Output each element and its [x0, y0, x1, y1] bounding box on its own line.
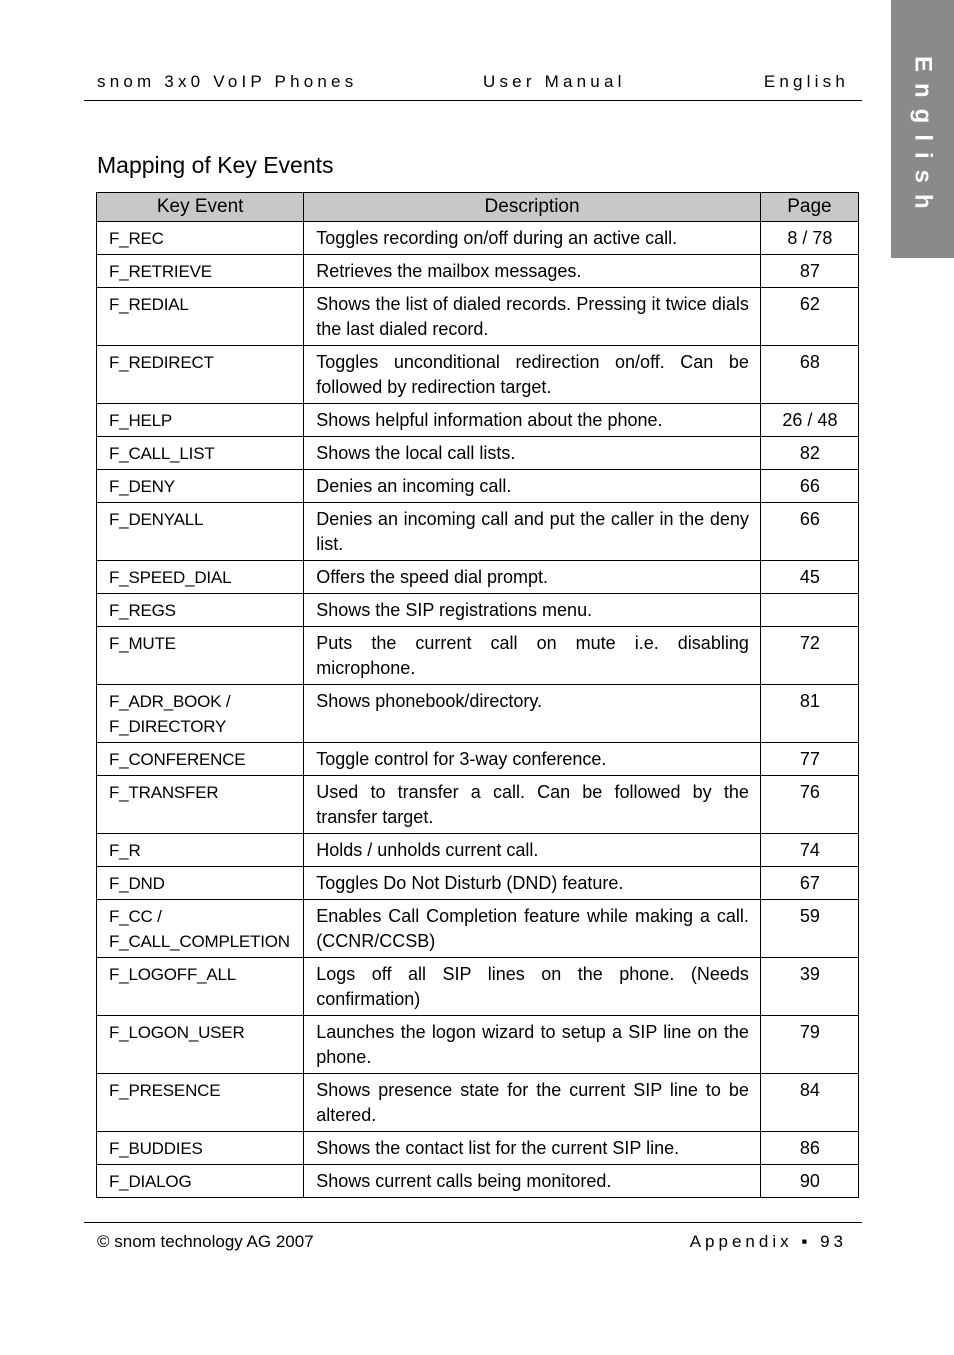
page-cell — [760, 594, 858, 627]
page-cell: 67 — [760, 867, 858, 900]
key-event-cell: F_ADR_BOOK / F_DIRECTORY — [97, 685, 304, 743]
description-cell: Shows helpful information about the phone. — [304, 404, 761, 437]
page-header — [97, 72, 849, 92]
header-rule — [84, 100, 862, 101]
page-cell: 74 — [760, 834, 858, 867]
table-row — [97, 503, 859, 561]
key-event-cell: F_MUTE — [97, 627, 304, 685]
key-events-table — [96, 192, 859, 1198]
table-row — [97, 627, 859, 685]
key-event-cell: F_DIALOG — [97, 1165, 304, 1198]
key-event-cell: F_LOGON_USER — [97, 1016, 304, 1074]
table-row — [97, 255, 859, 288]
key-event-cell: F_CC / F_CALL_COMPLETION — [97, 900, 304, 958]
table-row — [97, 776, 859, 834]
page-cell: 59 — [760, 900, 858, 958]
description-cell: Toggles recording on/off during an active call. — [304, 222, 761, 255]
key-event-cell: F_DND — [97, 867, 304, 900]
page-cell: 39 — [760, 958, 858, 1016]
description-cell: Launches the logon wizard to setup a SIP line on the phone. — [304, 1016, 761, 1074]
page-cell: 68 — [760, 346, 858, 404]
description-cell: Toggle control for 3-way conference. — [304, 743, 761, 776]
key-event-cell: F_REGS — [97, 594, 304, 627]
key-event-cell: F_REC — [97, 222, 304, 255]
key-event-cell: F_LOGOFF_ALL — [97, 958, 304, 1016]
description-cell: Offers the speed dial prompt. — [304, 561, 761, 594]
description-cell: Shows presence state for the current SIP line to be altered. — [304, 1074, 761, 1132]
footer-rule — [84, 1222, 862, 1223]
table-row — [97, 222, 859, 255]
description-cell: Shows phonebook/directory. — [304, 685, 761, 743]
page-cell: 45 — [760, 561, 858, 594]
table-row — [97, 437, 859, 470]
key-event-cell: F_CALL_LIST — [97, 437, 304, 470]
page-cell: 76 — [760, 776, 858, 834]
description-cell: Enables Call Completion feature while making a call. (CCNR/CCSB) — [304, 900, 761, 958]
key-event-cell: F_HELP — [97, 404, 304, 437]
table-row — [97, 470, 859, 503]
section-title: Mapping of Key Events — [97, 152, 334, 178]
key-event-cell: F_CONFERENCE — [97, 743, 304, 776]
key-event-cell: F_DENYALL — [97, 503, 304, 561]
table-row — [97, 834, 859, 867]
description-cell: Shows the contact list for the current SIP line. — [304, 1132, 761, 1165]
description-cell: Denies an incoming call and put the caller in the deny list. — [304, 503, 761, 561]
description-cell: Shows the list of dialed records. Pressing it twice dials the last dialed record. — [304, 288, 761, 346]
table-row — [97, 288, 859, 346]
key-event-cell: F_REDIRECT — [97, 346, 304, 404]
table-row — [97, 958, 859, 1016]
table-row — [97, 1132, 859, 1165]
key-event-cell: F_R — [97, 834, 304, 867]
description-cell: Retrieves the mailbox messages. — [304, 255, 761, 288]
key-event-cell: F_RETRIEVE — [97, 255, 304, 288]
key-event-cell: F_PRESENCE — [97, 1074, 304, 1132]
description-cell: Shows the local call lists. — [304, 437, 761, 470]
description-cell: Shows the SIP registrations menu. — [304, 594, 761, 627]
page-cell: 26 / 48 — [760, 404, 858, 437]
key-event-cell: F_TRANSFER — [97, 776, 304, 834]
column-header-key-event: Key Event — [97, 193, 304, 222]
description-cell: Holds / unholds current call. — [304, 834, 761, 867]
column-header-description: Description — [304, 193, 761, 222]
key-event-cell: F_BUDDIES — [97, 1132, 304, 1165]
table-row — [97, 685, 859, 743]
description-cell: Puts the current call on mute i.e. disabling microphone. — [304, 627, 761, 685]
key-event-cell: F_SPEED_DIAL — [97, 561, 304, 594]
language-side-tab — [891, 0, 954, 258]
page-cell: 90 — [760, 1165, 858, 1198]
page-cell: 72 — [760, 627, 858, 685]
footer-copyright: © snom technology AG 2007 — [97, 1232, 314, 1251]
key-event-cell: F_DENY — [97, 470, 304, 503]
table-row — [97, 346, 859, 404]
page-cell: 66 — [760, 503, 858, 561]
table-row — [97, 594, 859, 627]
table-row — [97, 867, 859, 900]
page-cell: 8 / 78 — [760, 222, 858, 255]
key-event-cell: F_REDIAL — [97, 288, 304, 346]
page-cell: 62 — [760, 288, 858, 346]
column-header-page: Page — [760, 193, 858, 222]
table-row — [97, 1165, 859, 1198]
page-cell: 79 — [760, 1016, 858, 1074]
page-cell: 86 — [760, 1132, 858, 1165]
page-cell: 77 — [760, 743, 858, 776]
description-cell: Denies an incoming call. — [304, 470, 761, 503]
table-row — [97, 1016, 859, 1074]
page-cell: 82 — [760, 437, 858, 470]
page-cell: 84 — [760, 1074, 858, 1132]
footer-page-number: Appendix ▪ 93 — [689, 1232, 847, 1251]
table-row — [97, 900, 859, 958]
description-cell: Logs off all SIP lines on the phone. (Needs confirmation) — [304, 958, 761, 1016]
page-cell: 81 — [760, 685, 858, 743]
header-product: snom 3x0 VoIP Phones — [97, 72, 358, 91]
description-cell: Shows current calls being monitored. — [304, 1165, 761, 1198]
header-language: English — [763, 72, 849, 91]
header-manual: User Manual — [483, 72, 626, 91]
description-cell: Toggles Do Not Disturb (DND) feature. — [304, 867, 761, 900]
table-row — [97, 743, 859, 776]
page-cell: 87 — [760, 255, 858, 288]
table-row — [97, 404, 859, 437]
table-header-row — [97, 193, 859, 222]
page-cell: 66 — [760, 470, 858, 503]
table-row — [97, 561, 859, 594]
description-cell: Used to transfer a call. Can be followed by the transfer target. — [304, 776, 761, 834]
side-tab-label: English — [909, 56, 937, 220]
table-row — [97, 1074, 859, 1132]
description-cell: Toggles unconditional redirection on/off. Can be followed by redirection target. — [304, 346, 761, 404]
